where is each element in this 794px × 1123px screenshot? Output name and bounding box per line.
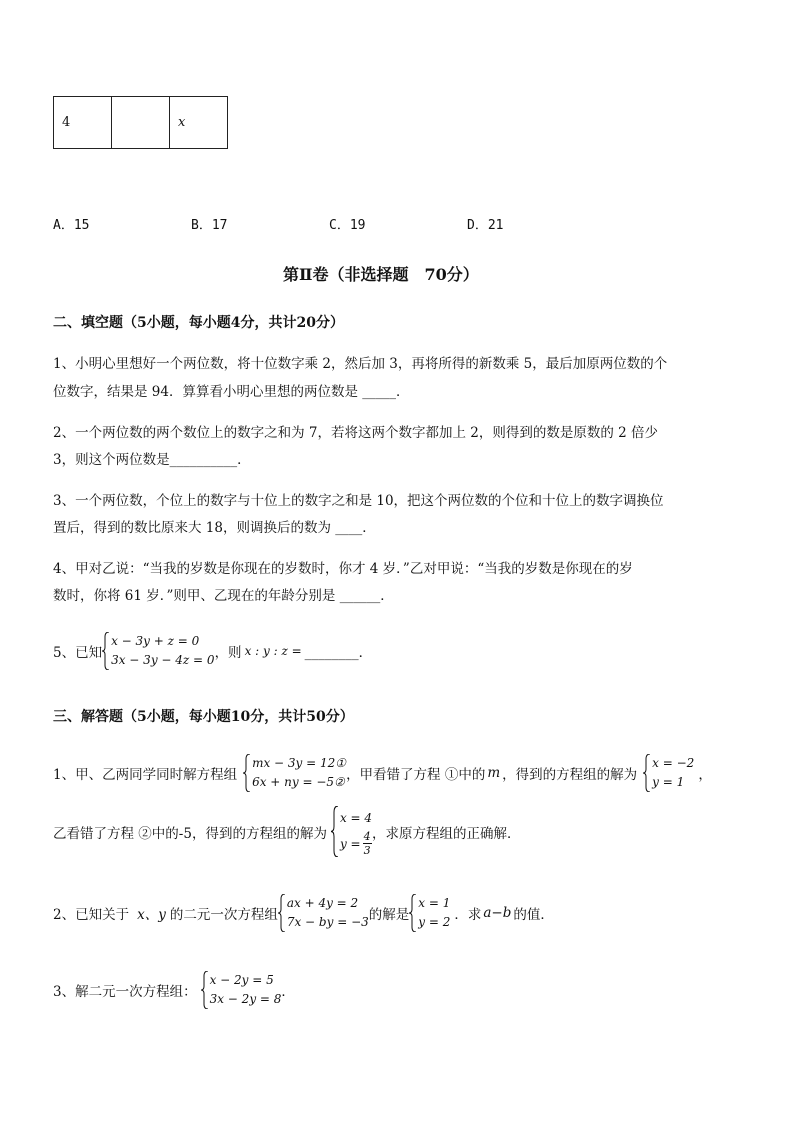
equation-system [278, 894, 369, 932]
equation-line: mx − 3y = 12① [252, 756, 347, 770]
equation-system [201, 971, 282, 1009]
solution-system [331, 806, 372, 857]
equation-line: 3x − 3y − 4z = 0 [111, 653, 215, 667]
fraction-numerator: 4 [363, 830, 371, 843]
question-text: ，得到的方程组的解为 [502, 767, 638, 783]
equation-line: y = [339, 836, 361, 851]
section-heading-solve: 三、解答题（5小题，每小题10分，共计50分） [53, 709, 354, 725]
option-b[interactable]: B．17 [191, 218, 228, 233]
equation-line: x = 1 [418, 896, 451, 910]
solution-system [643, 754, 694, 792]
question-text: 1、小明心里想好一个两位数，将十位数字乘 2，然后加 3，再将所得的新数乘 5，最后加原两位数的个 [53, 356, 668, 372]
option-a[interactable]: A．15 [53, 218, 90, 233]
question-text: 5、已知 [53, 645, 103, 661]
equation-system [102, 632, 214, 670]
question-text: 置后，得到的数比原来大 18，则调换后的数为 ____． [53, 520, 376, 536]
question-text: 数时，你将 61 岁．”则甲、乙现在的年龄分别是 ______． [53, 588, 394, 604]
variable: m [487, 765, 501, 781]
question-text: ．求 [454, 907, 482, 923]
question-text: ， [698, 767, 712, 783]
equation-line: x = −2 [652, 756, 695, 770]
expression: a−b [483, 905, 512, 921]
equation-line: x − 3y + z = 0 [111, 634, 200, 648]
part-title: 第Ⅱ卷（非选择题 70分） [283, 265, 479, 284]
question-3-2 [53, 894, 554, 932]
question-text: 的解是 [368, 907, 410, 923]
fraction [363, 830, 372, 857]
question-3-1 [53, 754, 712, 792]
question-text: ，求原方程组的正确解． [372, 825, 521, 842]
question-3-1-line2 [53, 806, 521, 857]
option-c[interactable]: C．19 [329, 218, 366, 233]
variables: x、y [137, 907, 166, 923]
question-text: 乙看错了方程 ②中的-5，得到的方程组的解为 [53, 825, 327, 842]
equation-line: x − 2y = 5 [209, 973, 274, 987]
solution-system [409, 894, 450, 932]
equation-system [243, 754, 346, 792]
grid-cell [112, 97, 170, 149]
equation-line: 6x + ny = −5② [252, 775, 345, 789]
question-5 [53, 632, 372, 670]
section-heading-fill-blank: 二、填空题（5小题，每小题4分，共计20分） [53, 315, 344, 331]
equation-line: 7x − by = −3 [286, 915, 369, 929]
option-d[interactable]: D．21 [467, 218, 504, 233]
question-text: 的值． [513, 907, 554, 923]
equation-line: x = 4 [339, 811, 373, 825]
equation-line: y = 2 [418, 915, 451, 929]
answer-blank: ________． [304, 645, 373, 661]
question-text: 3、解二元一次方程组： [53, 984, 197, 1000]
number-grid [53, 96, 228, 149]
question-3-3 [53, 971, 295, 1009]
question-text: 4、甲对乙说：“当我的岁数是你现在的岁数时，你才 4 岁．”乙对甲说：“当我的岁数是你现在的岁 [53, 561, 633, 577]
question-text: 的二元一次方程组 [169, 907, 278, 923]
question-text: ，甲看错了方程 ①中的 [346, 767, 486, 783]
question-text: 2、已知关于 [53, 907, 130, 923]
ratio-expression: x : y : z = [244, 644, 302, 658]
grid-cell: x [170, 97, 228, 149]
question-text: ． [281, 984, 295, 1000]
question-text: 1、甲、乙两同学同时解方程组 [53, 767, 238, 783]
question-text: ，则 [214, 645, 242, 661]
question-text: 位数字，结果是 94．算算看小明心里想的两位数是 _____． [53, 384, 410, 400]
question-text: 3，则这个两位数是__________． [53, 452, 251, 468]
equation-line: 3x − 2y = 8 [209, 992, 282, 1006]
grid-cell: 4 [54, 97, 112, 149]
equation-line: ax + 4y = 2 [286, 896, 359, 910]
question-text: 2、一个两位数的两个数位上的数字之和为 7，若将这两个数字都加上 2，则得到的数是原数的 2 倍少 [53, 425, 659, 441]
question-text: 3、一个两位数，个位上的数字与十位上的数字之和是 10，把这个两位数的个位和十位上的数字调换位 [53, 493, 664, 509]
fraction-denominator: 3 [363, 844, 371, 857]
equation-line: y = 1 [652, 775, 685, 789]
